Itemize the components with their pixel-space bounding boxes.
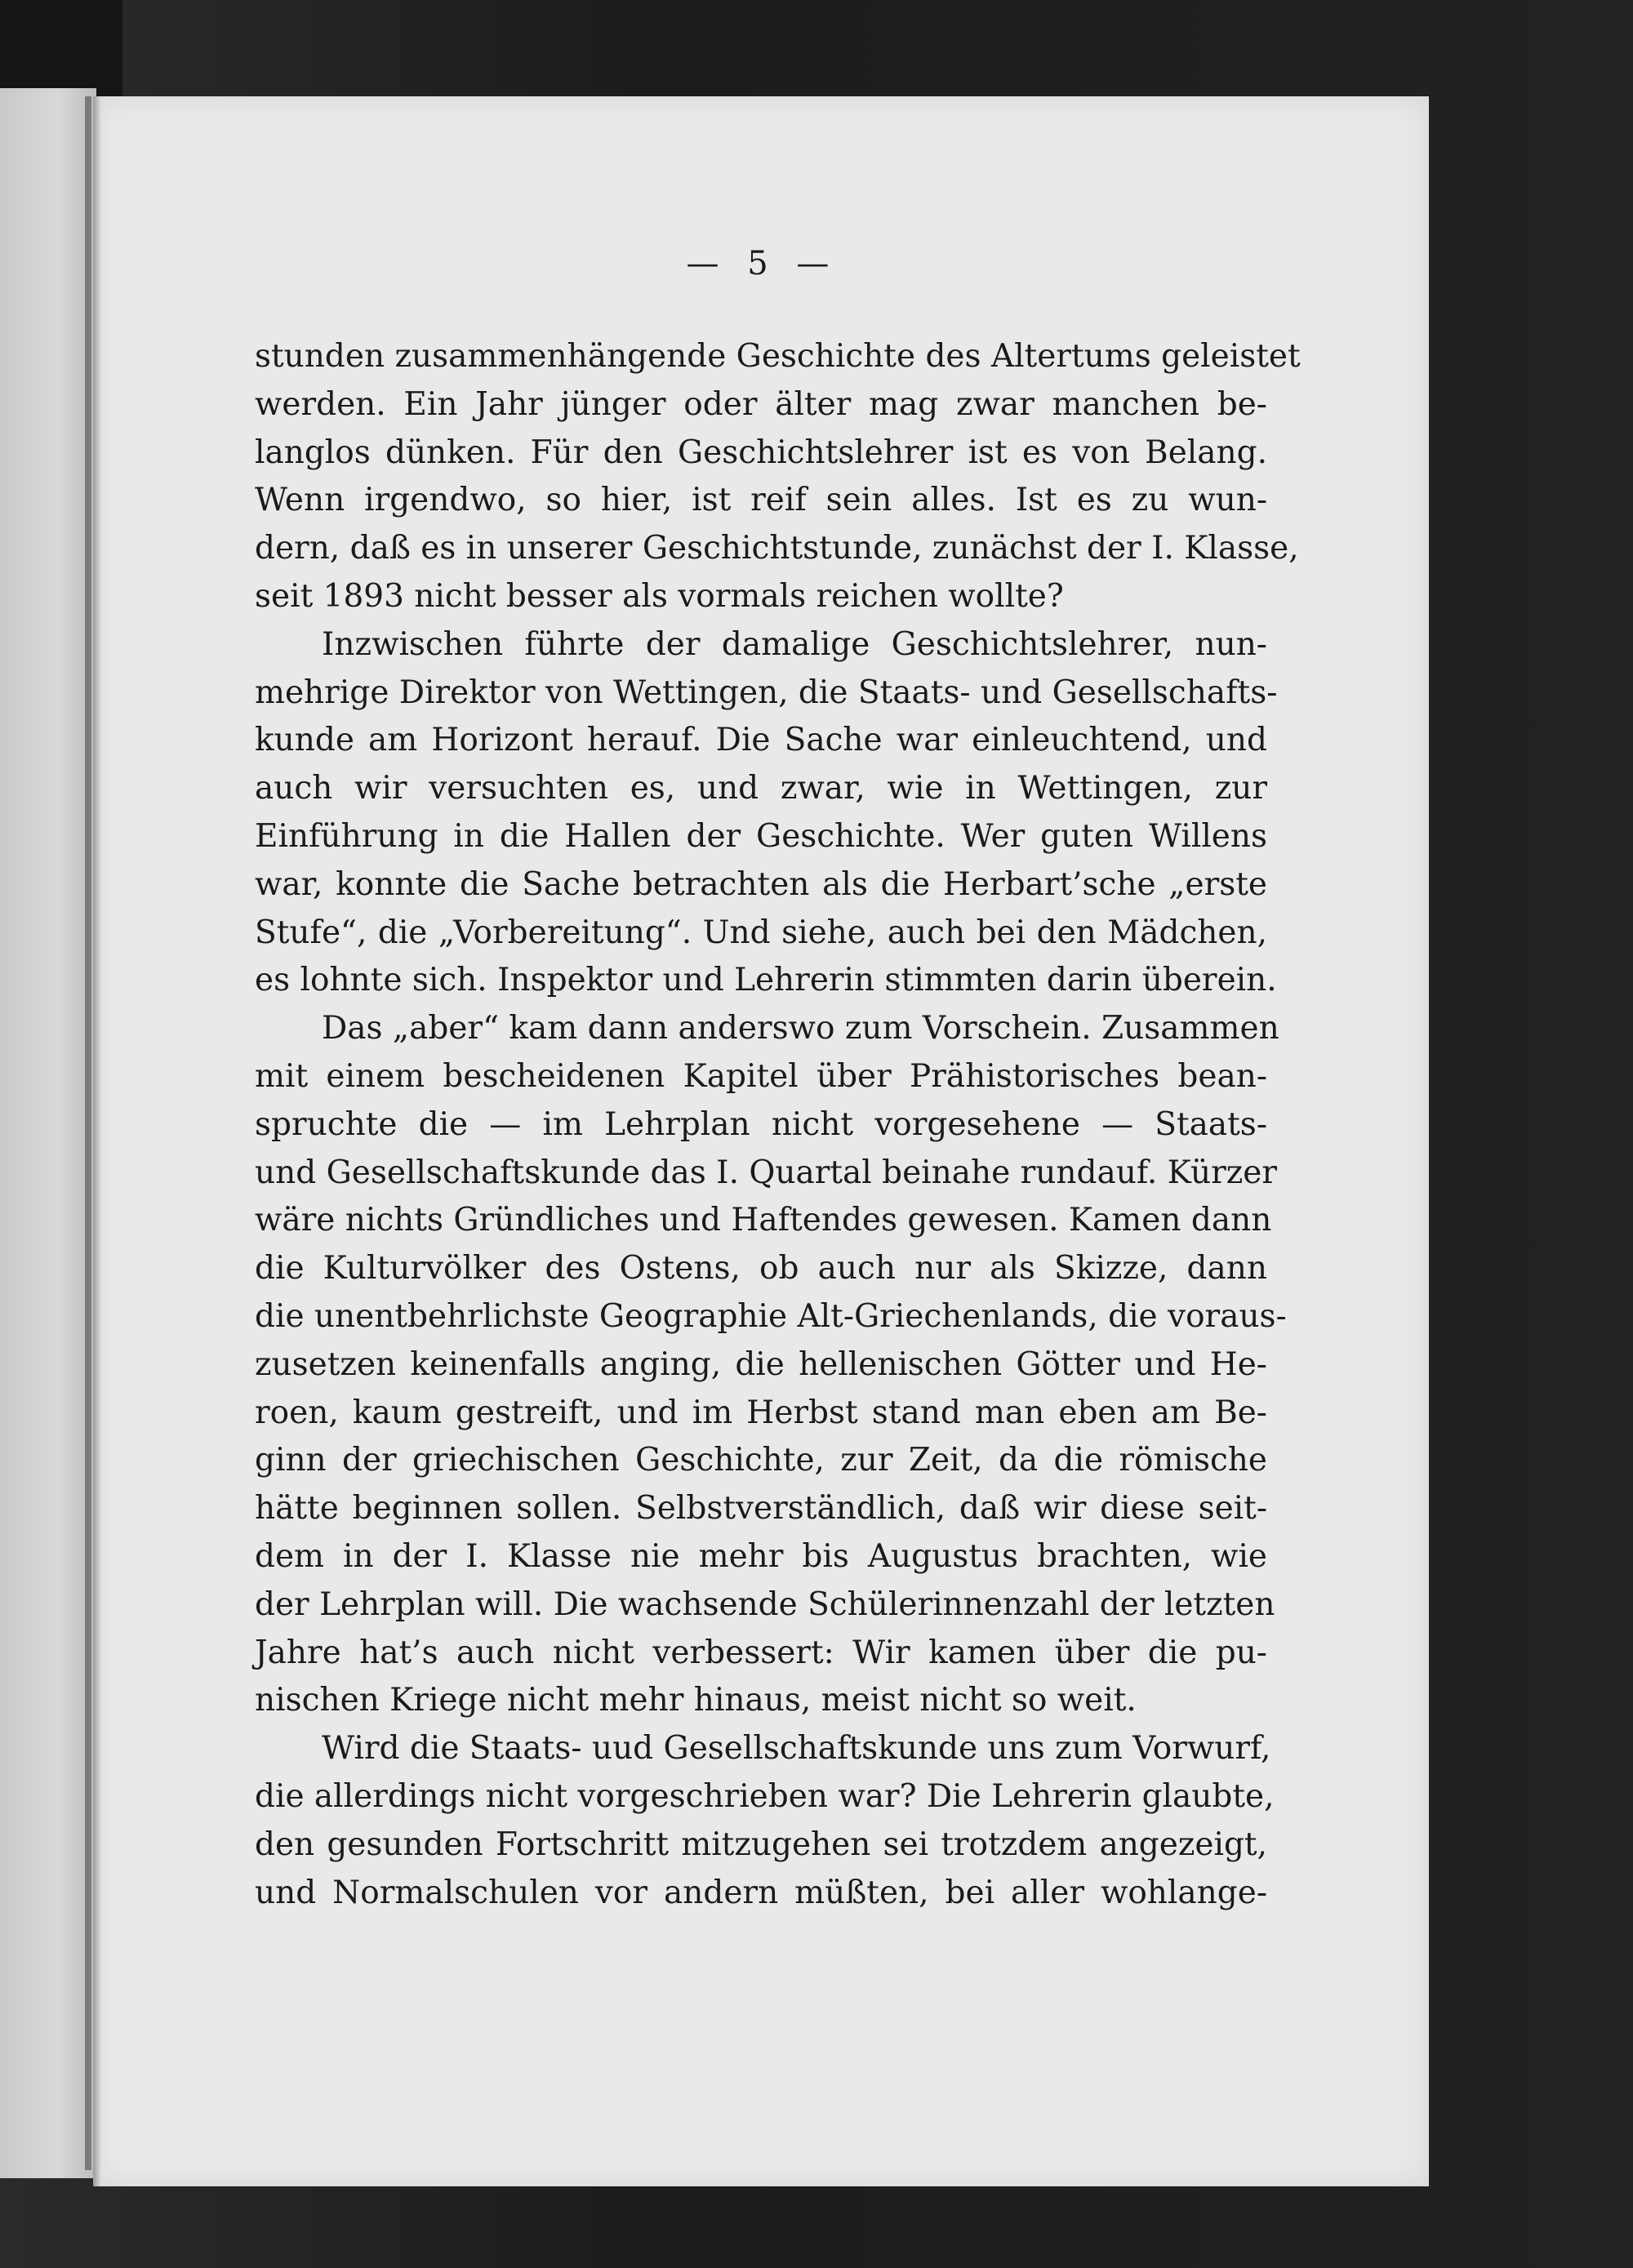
text-line: dem in der I. Klasse nie mehr bis Augustus brachten, wie — [255, 1537, 1267, 1575]
text-line: Wird die Staats- uud Gesellschaftskunde uns zum Vorwurf, — [322, 1730, 1271, 1768]
text-line: Das „aber“ kam dann anderswo zum Vorschein. Zusammen — [322, 1010, 1279, 1047]
text-line: langlos dünken. Für den Geschichtslehrer ist es von Belang. — [255, 434, 1267, 471]
text-line: und Normalschulen vor andern müßten, bei aller wohlange- — [255, 1874, 1267, 1911]
text-line: die Kulturvölker des Ostens, ob auch nur als Skizze, dann — [255, 1250, 1267, 1287]
previous-page-edge — [0, 88, 96, 2178]
text-line: Inzwischen führte der damalige Geschichtslehrer, nun- — [322, 625, 1267, 663]
scanner-corner — [0, 0, 122, 96]
book-gutter — [85, 96, 91, 2170]
text-line: dern, daß es in unserer Geschichtstunde, zunächst der I. Klasse, — [255, 530, 1299, 567]
text-line: zusetzen keinenfalls anging, die hellenischen Götter und He- — [255, 1345, 1267, 1383]
text-line: seit 1893 nicht besser als vormals reichen wollte? — [255, 577, 1064, 615]
text-line: es lohnte sich. Inspektor und Lehrerin stimmten darin überein. — [255, 962, 1277, 999]
text-line: mit einem bescheidenen Kapitel über Prähistorisches bean- — [255, 1057, 1267, 1095]
page-number: — 5 — — [686, 245, 833, 282]
text-line: mehrige Direktor von Wettingen, die Staats- und Gesellschafts- — [255, 674, 1278, 711]
text-line: spruchte die — im Lehrplan nicht vorgesehene — Staats- — [255, 1105, 1267, 1143]
body-text — [255, 333, 1301, 1917]
text-line: war, konnte die Sache betrachten als die Herbart’sche „erste — [255, 865, 1267, 903]
text-line: werden. Ein Jahr jünger oder älter mag zwar manchen be- — [255, 385, 1267, 423]
text-line: die allerdings nicht vorgeschrieben war? Die Lehrerin glaubte, — [255, 1777, 1275, 1815]
text-line: ginn der griechischen Geschichte, zur Zeit, da die römische — [255, 1442, 1267, 1479]
text-line: stunden zusammenhängende Geschichte des Altertums geleistet — [255, 338, 1301, 375]
text-line: und Gesellschaftskunde das I. Quartal beinahe rundauf. Kürzer — [255, 1154, 1277, 1191]
text-line: den gesunden Fortschritt mitzugehen sei trotzdem angezeigt, — [255, 1826, 1267, 1863]
text-line: Einführung in die Hallen der Geschichte. Wer guten Willens — [255, 817, 1267, 855]
text-line: wäre nichts Gründliches und Haftendes gewesen. Kamen dann — [255, 1202, 1272, 1239]
text-line: kunde am Horizont herauf. Die Sache war einleuchtend, und — [255, 722, 1267, 759]
text-line: die unentbehrlichste Geographie Alt-Griechenlands, die voraus- — [255, 1297, 1287, 1335]
text-line: nischen Kriege nicht mehr hinaus, meist nicht so weit. — [255, 1682, 1137, 1719]
page-spine-shadow — [93, 96, 101, 2186]
text-line: roen, kaum gestreift, und im Herbst stand man eben am Be- — [255, 1394, 1267, 1431]
text-line: hätte beginnen sollen. Selbstverständlich, daß wir diese seit- — [255, 1490, 1267, 1528]
text-line: Stufe“, die „Vorbereitung“. Und siehe, auch bei den Mädchen, — [255, 914, 1267, 951]
text-line: Jahre hat’s auch nicht verbessert: Wir kamen über die pu- — [255, 1634, 1267, 1671]
text-line: auch wir versuchten es, und zwar, wie in Wettingen, zur — [255, 770, 1267, 807]
text-line: Wenn irgendwo, so hier, ist reif sein alles. Ist es zu wun- — [255, 482, 1267, 519]
text-line: der Lehrplan will. Die wachsende Schülerinnenzahl der letzten — [255, 1585, 1275, 1623]
